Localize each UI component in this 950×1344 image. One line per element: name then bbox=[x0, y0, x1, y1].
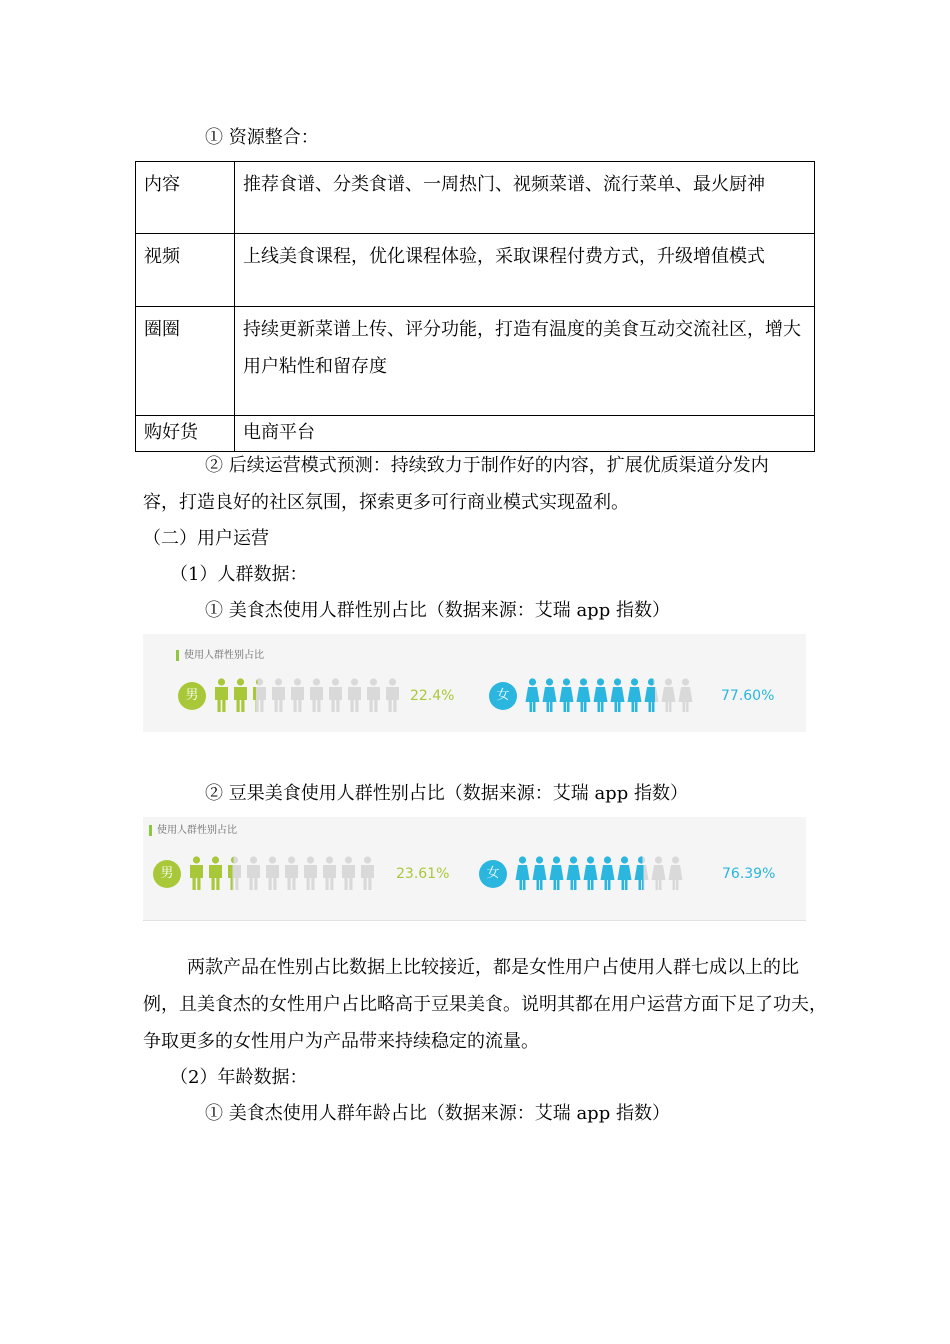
female-person-icon bbox=[543, 678, 557, 712]
female-person-icon bbox=[618, 856, 632, 890]
male-person-icon bbox=[247, 856, 260, 890]
female-pictogram bbox=[526, 678, 716, 714]
female-person-icon bbox=[628, 678, 642, 712]
female-person-icon bbox=[550, 856, 564, 890]
female-person-icon bbox=[584, 856, 598, 890]
male-person-icon bbox=[361, 856, 374, 890]
female-person-icon bbox=[645, 678, 659, 712]
gender-chart-douguo bbox=[143, 817, 806, 921]
male-person-icon bbox=[209, 856, 222, 890]
female-person-icon bbox=[635, 856, 649, 890]
male-person-icon bbox=[304, 856, 317, 890]
future-model-line: 容，打造良好的社区氛围，探索更多可行商业模式实现盈利。 bbox=[143, 492, 629, 513]
male-badge: 男 bbox=[153, 860, 181, 888]
table-cell-value: 电商平台 bbox=[235, 416, 815, 452]
male-person-icon bbox=[266, 856, 279, 890]
male-person-icon bbox=[329, 678, 342, 712]
female-person-icon bbox=[560, 678, 574, 712]
male-person-icon bbox=[367, 678, 380, 712]
section-resource-heading: ① 资源整合： bbox=[205, 127, 319, 148]
female-percent-label: 76.39% bbox=[722, 866, 776, 882]
male-person-icon bbox=[215, 678, 228, 712]
male-pictogram bbox=[215, 678, 405, 714]
female-person-icon bbox=[652, 856, 666, 890]
female-person-icon bbox=[594, 678, 608, 712]
male-pictogram bbox=[190, 856, 390, 892]
chart-title: 使用人群性别占比 bbox=[176, 650, 264, 661]
female-person-icon bbox=[662, 678, 676, 712]
future-model-line: ② 后续运营模式预测：持续致力于制作好的内容，扩展优质渠道分发内 bbox=[205, 455, 769, 476]
female-person-icon bbox=[567, 856, 581, 890]
table-row bbox=[136, 162, 815, 234]
female-person-icon bbox=[577, 678, 591, 712]
male-percent-label: 23.61% bbox=[396, 866, 450, 882]
male-person-icon bbox=[342, 856, 355, 890]
female-pictogram bbox=[516, 856, 716, 892]
chart1-caption: ① 美食杰使用人群性别占比（数据来源：艾瑞 app 指数） bbox=[205, 600, 670, 621]
crowd-data-heading: （1）人群数据： bbox=[170, 564, 308, 585]
female-person-icon bbox=[679, 678, 693, 712]
age-chart-caption: ① 美食杰使用人群年龄占比（数据来源：艾瑞 app 指数） bbox=[205, 1103, 670, 1124]
male-person-icon bbox=[285, 856, 298, 890]
male-person-icon bbox=[348, 678, 361, 712]
analysis-line: 例，且美食杰的女性用户占比略高于豆果美食。说明其都在用户运营方面下足了功夫， bbox=[143, 994, 827, 1015]
male-person-icon bbox=[228, 856, 241, 890]
table-cell-value: 推荐食谱、分类食谱、一周热门、视频菜谱、流行菜单、最火厨神 bbox=[235, 162, 815, 234]
user-ops-heading: （二）用户运营 bbox=[143, 528, 269, 549]
table-row bbox=[136, 234, 815, 307]
female-person-icon bbox=[669, 856, 683, 890]
female-person-icon bbox=[526, 678, 540, 712]
chart2-caption: ② 豆果美食使用人群性别占比（数据来源：艾瑞 app 指数） bbox=[205, 783, 688, 804]
age-data-heading: （2）年龄数据： bbox=[170, 1067, 308, 1088]
table-row bbox=[136, 307, 815, 416]
gender-chart-meishijie bbox=[143, 634, 806, 732]
female-person-icon bbox=[611, 678, 625, 712]
male-person-icon bbox=[323, 856, 336, 890]
analysis-line: 两款产品在性别占比数据上比较接近，都是女性用户占使用人群七成以上的比 bbox=[187, 957, 799, 978]
chart-title: 使用人群性别占比 bbox=[149, 825, 237, 836]
male-person-icon bbox=[386, 678, 399, 712]
female-badge: 女 bbox=[479, 860, 507, 888]
analysis-line: 争取更多的女性用户为产品带来持续稳定的流量。 bbox=[143, 1031, 539, 1052]
table-cell-value: 上线美食课程，优化课程体验，采取课程付费方式，升级增值模式 bbox=[235, 234, 815, 307]
male-person-icon bbox=[190, 856, 203, 890]
female-person-icon bbox=[533, 856, 547, 890]
male-person-icon bbox=[234, 678, 247, 712]
female-person-icon bbox=[601, 856, 615, 890]
male-badge: 男 bbox=[178, 682, 206, 710]
table-cell-key: 视频 bbox=[136, 234, 235, 307]
table-cell-key: 购好货 bbox=[136, 416, 235, 452]
male-person-icon bbox=[253, 678, 266, 712]
female-percent-label: 77.60% bbox=[721, 688, 775, 704]
table-row bbox=[136, 416, 815, 452]
male-percent-label: 22.4% bbox=[410, 688, 455, 704]
table-cell-key: 圈圈 bbox=[136, 307, 235, 416]
male-person-icon bbox=[310, 678, 323, 712]
female-badge: 女 bbox=[489, 682, 517, 710]
resource-table bbox=[135, 161, 815, 452]
female-person-icon bbox=[516, 856, 530, 890]
male-person-icon bbox=[272, 678, 285, 712]
table-cell-key: 内容 bbox=[136, 162, 235, 234]
table-cell-value: 持续更新菜谱上传、评分功能，打造有温度的美食互动交流社区，增大用户粘性和留存度 bbox=[235, 307, 815, 416]
male-person-icon bbox=[291, 678, 304, 712]
